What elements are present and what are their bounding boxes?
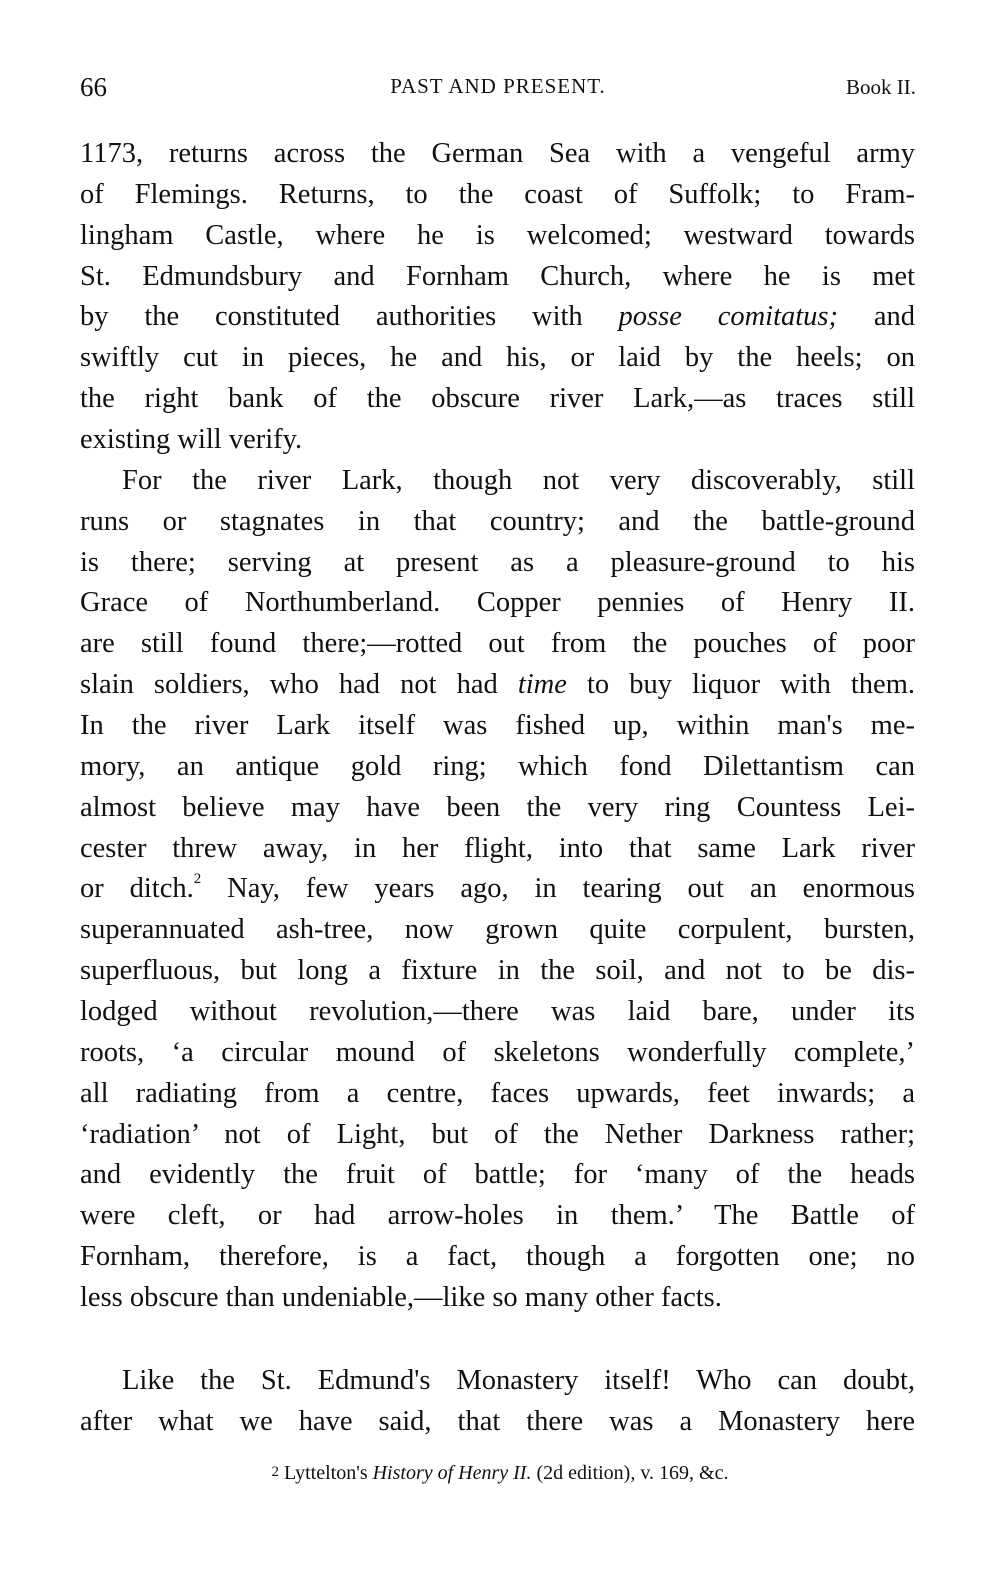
text-line — [80, 1237, 915, 1278]
text-segment: slain soldiers, who had not had — [80, 669, 518, 701]
text-segment: and — [838, 301, 915, 333]
text-line — [80, 1033, 915, 1074]
text-line — [80, 1278, 915, 1319]
footnote-title: History of Henry II. — [372, 1462, 532, 1484]
text-line — [80, 869, 915, 910]
text-segment: mory, an antique gold ring; which fond Dilettantism can — [80, 750, 915, 782]
text-segment: superfluous, but long a fixture in the soil, and not to be dis- — [80, 955, 915, 987]
text-line — [80, 134, 915, 175]
footnote — [0, 1462, 1000, 1485]
text-line — [80, 992, 915, 1033]
text-segment: lingham Castle, where he is welcomed; westward towards — [80, 219, 915, 251]
text-segment: roots, ‘a circular mound of skeletons wonderfully complete,’ — [80, 1036, 915, 1068]
text-line — [80, 1196, 915, 1237]
footnote-reference: 2 — [193, 871, 202, 888]
text-line — [80, 461, 915, 502]
book-label: Book II. — [846, 75, 916, 99]
text-line — [80, 297, 915, 338]
text-line — [80, 338, 915, 379]
text-line — [80, 420, 915, 461]
text-segment: In the river Lark itself was fished up, within man's me- — [80, 710, 915, 742]
text-line — [80, 1115, 915, 1156]
text-line — [80, 175, 915, 216]
text-line — [80, 502, 915, 543]
text-line — [80, 583, 915, 624]
text-segment: all radiating from a centre, faces upwards, feet inwards; a — [80, 1077, 915, 1109]
text-segment: is there; serving at present as a pleasure-ground to his — [80, 546, 915, 578]
text-segment: to buy liquor with them. — [566, 669, 915, 701]
text-segment: Grace of Northumberland. Copper pennies of Henry II. — [80, 587, 915, 619]
text-segment: of Flemings. Returns, to the coast of Suffolk; to Fram- — [80, 178, 915, 210]
text-segment: almost believe may have been the very ring Countess Lei- — [80, 791, 915, 823]
body-text — [80, 134, 915, 1443]
text-line — [80, 257, 915, 298]
text-line — [80, 951, 915, 992]
text-segment: lodged without revolution,—there was laid bare, under its — [80, 996, 915, 1028]
text-segment: 1173, returns across the German Sea with a vengeful army — [80, 138, 915, 169]
text-segment: Nay, few years ago, in tearing out an enormous — [201, 873, 915, 905]
text-line — [80, 829, 915, 870]
text-segment: after what we have said, that there was a Monastery here — [80, 1405, 915, 1437]
footnote-author: Lyttelton's — [279, 1462, 373, 1484]
text-line — [80, 706, 915, 747]
text-line — [80, 788, 915, 829]
text-line — [80, 665, 915, 706]
text-segment: swiftly cut in pieces, he and his, or laid by the heels; on — [80, 342, 915, 374]
running-header — [80, 72, 916, 106]
text-segment: existing will verify. — [80, 424, 303, 456]
text-line — [80, 1155, 915, 1196]
italic-text: posse comitatus; — [618, 301, 839, 333]
footnote-details: (2d edition), v. 169, &c. — [531, 1462, 729, 1484]
text-segment: or ditch. — [80, 873, 194, 905]
text-segment: less obscure than undeniable,—like so many other facts. — [80, 1282, 722, 1314]
footnote-marker: 2 — [271, 1464, 279, 1480]
text-segment: are still found there;—rotted out from the pouches of poor — [80, 628, 915, 660]
text-segment: ‘radiation’ not of Light, but of the Nether Darkness rather; — [80, 1118, 915, 1150]
text-line — [80, 379, 915, 420]
text-segment: were cleft, or had arrow-holes in them.’ The Battle of — [80, 1200, 915, 1232]
text-segment: the right bank of the obscure river Lark,—as traces still — [80, 383, 915, 415]
text-line — [80, 1402, 915, 1443]
text-segment: Fornham, therefore, is a fact, though a forgotten one; no — [80, 1241, 915, 1273]
text-segment: Like the St. Edmund's Monastery itself! Who can doubt, — [122, 1364, 915, 1396]
text-line — [80, 216, 915, 257]
text-line — [80, 747, 915, 788]
text-segment: cester threw away, in her flight, into that same Lark river — [80, 832, 915, 864]
text-line — [80, 1361, 915, 1402]
text-line — [80, 624, 915, 665]
text-segment: superannuated ash-tree, now grown quite corpulent, bursten, — [80, 914, 915, 946]
running-title: PAST AND PRESENT. — [390, 74, 606, 98]
text-line — [80, 1074, 915, 1115]
page-number: 66 — [80, 72, 107, 102]
text-segment: and evidently the fruit of battle; for ‘many of the heads — [80, 1159, 915, 1191]
text-line — [80, 910, 915, 951]
text-segment: St. Edmundsbury and Fornham Church, where he is met — [80, 260, 915, 292]
text-segment: runs or stagnates in that country; and the battle-ground — [80, 505, 915, 537]
text-segment: For the river Lark, though not very discoverably, still — [122, 464, 915, 496]
text-line — [80, 543, 915, 584]
text-segment: by the constituted authorities with — [80, 301, 619, 333]
italic-text: time — [517, 669, 567, 701]
